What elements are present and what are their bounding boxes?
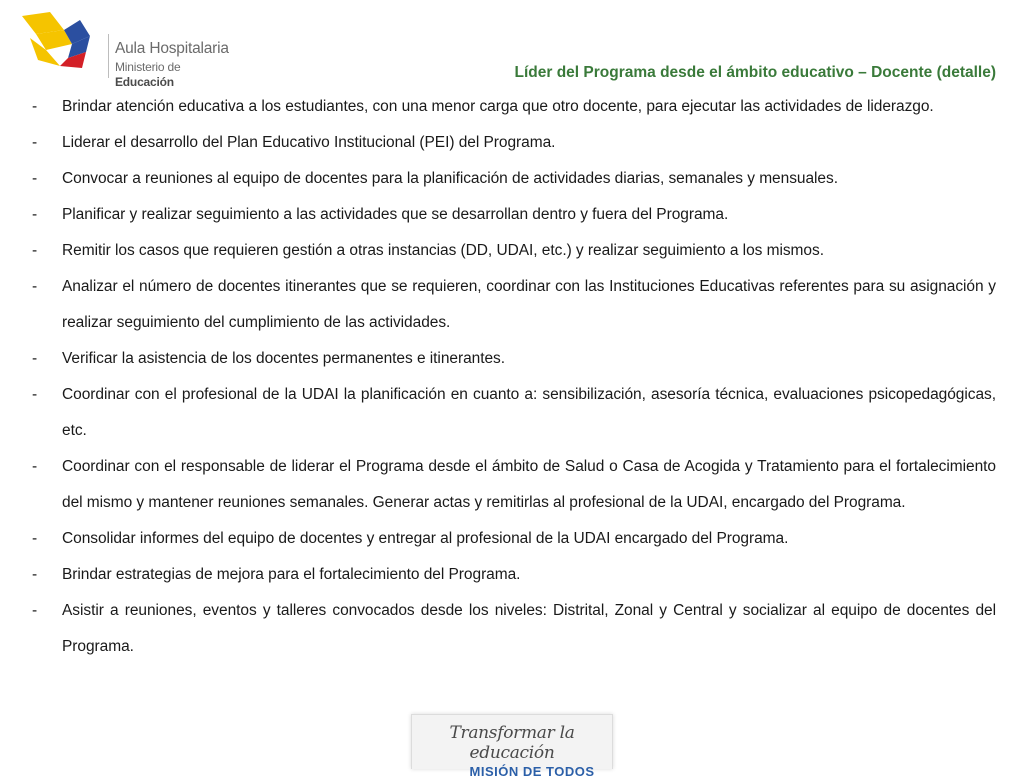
ecuador-flag-icon (20, 10, 100, 72)
bullet-text: Brindar estrategias de mejora para el fortalecimiento del Programa. (62, 566, 521, 583)
footer-badge (411, 714, 613, 779)
list-item (30, 341, 996, 377)
logo-ministry-prefix: Ministerio de (115, 60, 181, 74)
bullet-text: Planificar y realizar seguimiento a las actividades que se desarrollan dentro y fuera del Programa. (62, 206, 729, 223)
bullet-dash: - (32, 134, 38, 151)
logo-name: Aula Hospitalaria (115, 40, 229, 57)
list-item (30, 197, 996, 233)
bullet-text: Brindar atención educativa a los estudiantes, con una menor carga que otro docente, para ejecutar las actividades de liderazgo. (62, 98, 934, 115)
list-item (30, 377, 996, 449)
logo-divider (108, 34, 109, 78)
footer-mission: MISIÓN DE TODOS (469, 764, 595, 779)
bullet-list (30, 89, 996, 665)
list-item (30, 125, 996, 161)
slide-title: Líder del Programa desde el ámbito educativo – Docente (detalle) (514, 64, 996, 81)
bullet-text: Remitir los casos que requieren gestión a otras instancias (DD, UDAI, etc.) y realizar seguimiento a los mismos. (62, 242, 824, 259)
list-item (30, 233, 996, 269)
bullet-text: Consolidar informes del equipo de docentes y entregar al profesional de la UDAI encargado del Programa. (62, 530, 789, 547)
logo-ministry-bold: Educación (115, 75, 174, 89)
list-item (30, 593, 996, 665)
bullet-dash: - (32, 530, 38, 547)
bullet-dash: - (32, 350, 38, 367)
bullet-text: Coordinar con el profesional de la UDAI la planificación en cuanto a: sensibilización, asesoría técnica, evaluaciones psicopedagógicas, etc. (62, 386, 996, 439)
list-item (30, 521, 996, 557)
bullet-text: Convocar a reuniones al equipo de docentes para la planificación de actividades diarias, semanales y mensuales. (62, 170, 838, 187)
footer-slogan: Transformar la educación (449, 723, 575, 763)
bullet-dash: - (32, 242, 38, 259)
bullet-dash: - (32, 602, 38, 619)
list-item (30, 557, 996, 593)
bullet-dash: - (32, 206, 38, 223)
bullet-text: Coordinar con el responsable de liderar el Programa desde el ámbito de Salud o Casa de Acogida y Tratamiento para el fortalecimiento del mismo y mantener reuniones semanales. Generar actas y remitirlas al profesional de la UDAI, encargado del Programa. (62, 458, 996, 511)
logo-text (115, 40, 240, 90)
bullet-text: Liderar el desarrollo del Plan Educativo Institucional (PEI) del Programa. (62, 134, 556, 151)
ministry-logo (20, 10, 240, 89)
list-item (30, 89, 996, 125)
bullet-dash: - (32, 566, 38, 583)
bullet-dash: - (32, 278, 38, 295)
bullet-text: Verificar la asistencia de los docentes permanentes e itinerantes. (62, 350, 506, 367)
bullet-text: Asistir a reuniones, eventos y talleres convocados desde los niveles: Distrital, Zonal y Central y socializar al equipo de docentes del Programa. (62, 602, 996, 655)
list-item (30, 161, 996, 197)
bullet-dash: - (32, 170, 38, 187)
list-item (30, 269, 996, 341)
bullet-dash: - (32, 458, 38, 475)
list-item (30, 449, 996, 521)
bullet-dash: - (32, 386, 38, 403)
bullet-text: Analizar el número de docentes itinerantes que se requieren, coordinar con las Instituciones Educativas referentes para su asignación y realizar seguimiento del cumplimiento de las actividades. (62, 278, 996, 331)
logo-ministry (115, 60, 240, 90)
bullet-dash: - (32, 98, 38, 115)
